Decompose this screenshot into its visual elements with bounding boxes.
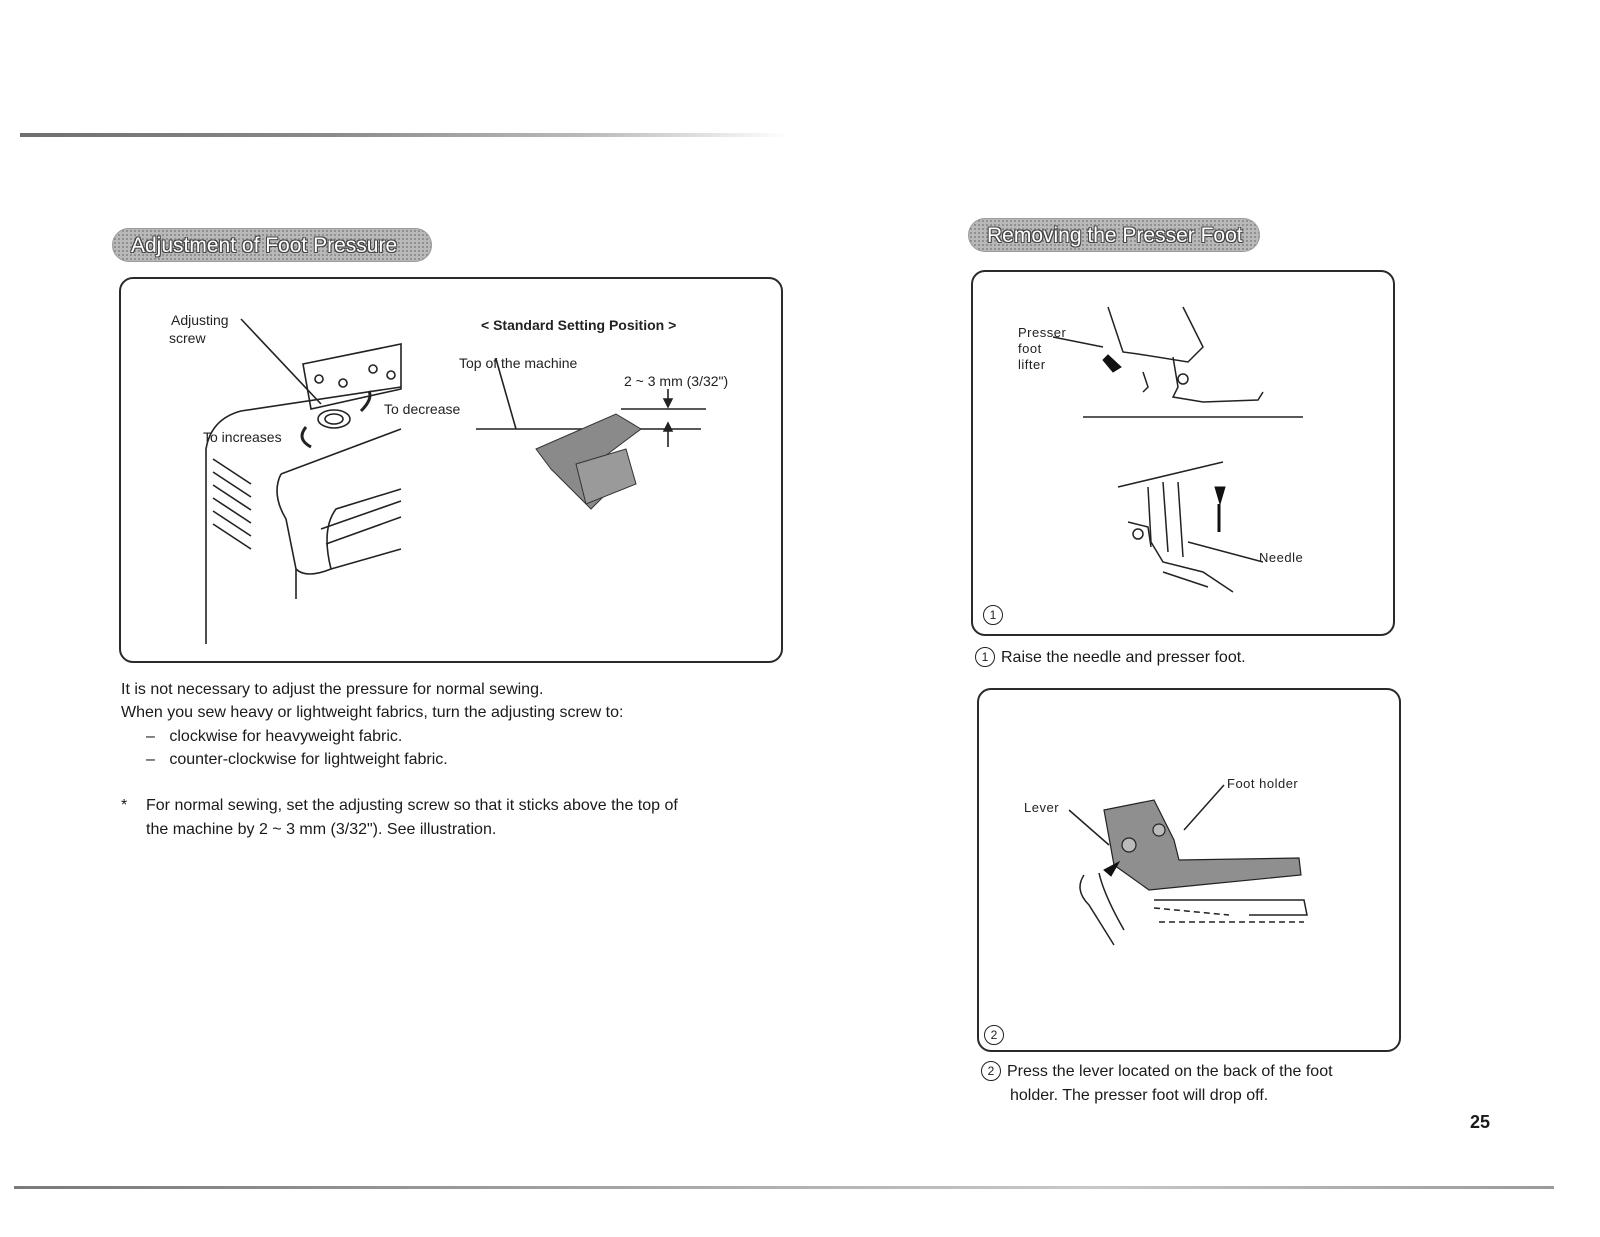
section-heading-foot-pressure: Adjustment of Foot Pressure <box>112 228 432 262</box>
presser-foot-lifter-label-2: foot <box>1018 341 1042 356</box>
top-of-machine-label: Top of the machine <box>459 355 578 371</box>
paragraph-2: When you sew heavy or lightweight fabrics, turn the adjusting screw to: <box>121 704 624 721</box>
standard-setting-title: < Standard Setting Position > <box>481 317 677 333</box>
step-2-number: 2 <box>981 1061 1001 1081</box>
presser-foot-lifter-label-3: lifter <box>1018 357 1046 372</box>
note-star: * <box>121 797 128 814</box>
step-1-number: 1 <box>975 647 995 667</box>
to-increases-label: To increases <box>203 429 282 445</box>
step-2 <box>981 1060 1333 1083</box>
measure-label: 2 ~ 3 mm (3/32") <box>624 373 729 389</box>
bullet-clockwise <box>146 725 402 748</box>
note-line-2: the machine by 2 ~ 3 mm (3/32"). See illustration. <box>146 821 497 838</box>
step-2-line-2: holder. The presser foot will drop off. <box>1010 1087 1269 1104</box>
top-rule <box>20 133 790 137</box>
presser-foot-lifter-label: Presser <box>1018 325 1067 340</box>
step-1 <box>975 646 1246 669</box>
foot-pressure-drawing <box>121 279 781 661</box>
to-decrease-label: To decrease <box>384 401 461 417</box>
foot-holder-label: Foot holder <box>1227 776 1299 791</box>
note-line-1: For normal sewing, set the adjusting screw so that it sticks above the top of <box>146 797 678 814</box>
figure-number-1: 1 <box>983 605 1003 625</box>
bottom-rule <box>14 1186 1554 1189</box>
bullet-text: counter-clockwise for lightweight fabric. <box>169 751 448 768</box>
page-number: 25 <box>1470 1112 1491 1132</box>
adjusting-screw-label-2: screw <box>169 330 206 346</box>
lever-label: Lever <box>1024 800 1060 815</box>
step-2-text: Press the lever located on the back of the foot <box>1007 1063 1333 1080</box>
figure-number-2: 2 <box>984 1025 1004 1045</box>
bullet-dash: – <box>146 728 155 745</box>
bullet-counter-clockwise <box>146 748 448 771</box>
adjusting-screw-label: Adjusting <box>171 312 229 328</box>
bullet-text: clockwise for heavyweight fabric. <box>169 728 403 745</box>
paragraph-1: It is not necessary to adjust the pressure for normal sewing. <box>121 681 544 698</box>
bullet-dash: – <box>146 751 155 768</box>
needle-label: Needle <box>1259 550 1304 565</box>
section-heading-remove-foot: Removing the Presser Foot <box>968 218 1260 252</box>
remove-foot-drawing <box>979 690 1399 1050</box>
step-1-text: Raise the needle and presser foot. <box>1001 649 1246 666</box>
remove-foot-illustration <box>977 688 1401 1052</box>
foot-pressure-illustration <box>119 277 783 663</box>
raise-needle-illustration <box>971 270 1395 636</box>
